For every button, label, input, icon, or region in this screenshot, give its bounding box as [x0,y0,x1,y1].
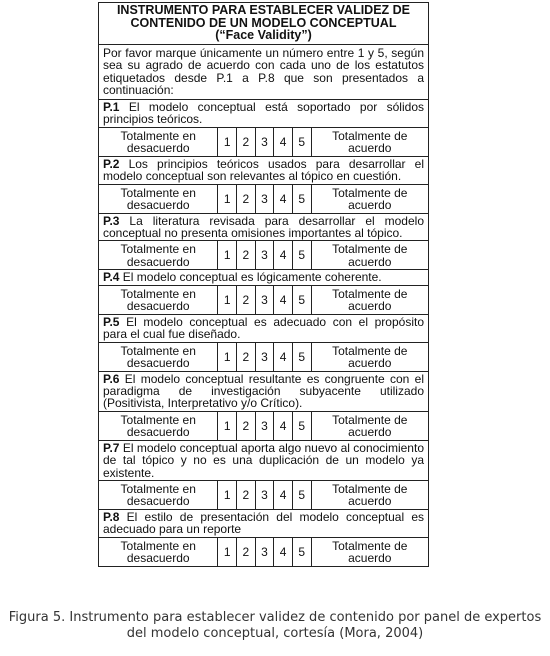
statement-text: El modelo conceptual es lógicamente coherente. [119,270,382,285]
scale-option-4[interactable]: 4 [274,538,293,566]
rating-scale-6 [99,412,428,441]
statement-text: El modelo conceptual está soportado por sólidos principios teóricos. [103,99,424,127]
scale-right-line-1: Totalmente de [332,343,408,358]
scale-left-line-2: desacuerdo [126,198,190,212]
scale-left-line-2: desacuerdo [126,425,190,440]
scale-left-line-2: desacuerdo [126,356,190,371]
scale-option-3[interactable]: 3 [256,185,275,213]
scale-left-label [99,128,218,156]
scale-left-line-1: Totalmente en [120,538,196,553]
statement-code: P.5 [103,314,120,329]
scale-right-line-2: acuerdo [348,299,392,314]
caption-line-1: Figura 5. Instrumento para establecer validez de contenido por panel de expertos [8,610,542,625]
scale-left-label [99,538,218,566]
scale-right-line-1: Totalmente de [332,185,408,200]
scale-option-4[interactable]: 4 [274,481,293,509]
instrument-table [98,2,429,567]
statement-text: Los principios teóricos usados para desarrollar el modelo conceptual son relevantes al tópico en cuestión. [103,156,424,184]
scale-right-line-2: acuerdo [348,551,392,566]
scale-option-5[interactable]: 5 [293,343,312,371]
instructions: Por favor marque únicamente un número entre 1 y 5, según sea su agrado de acuerdo con cada uno de los estatutos etiquetados desde P.1 a P.8 que son presentados a continuación: [99,45,428,100]
scale-right-label [312,538,428,566]
rating-scale-7 [99,481,428,510]
statement-code: P.4 [103,270,120,285]
scale-option-2[interactable]: 2 [237,241,256,269]
statement-code: P.2 [103,156,120,171]
scale-option-4[interactable]: 4 [274,286,293,314]
scale-option-2[interactable]: 2 [237,343,256,371]
scale-left-line-2: desacuerdo [126,494,190,509]
scale-option-3[interactable]: 3 [256,128,275,156]
scale-option-4[interactable]: 4 [274,185,293,213]
scale-right-line-2: acuerdo [348,356,392,371]
scale-left-line-1: Totalmente en [120,481,196,496]
scale-right-label [312,185,428,213]
scale-option-1[interactable]: 1 [218,128,237,156]
scale-option-3[interactable]: 3 [256,241,275,269]
statement-4 [99,270,428,285]
statement-text: El estilo de presentación del modelo conceptual es adecuado para un reporte [103,509,424,537]
scale-option-5[interactable]: 5 [293,241,312,269]
title-line-2: CONTENIDO DE UN MODELO CONCEPTUAL [130,15,397,30]
scale-option-4[interactable]: 4 [274,241,293,269]
statement-text: El modelo conceptual es adecuado con el propósito para el cual fue diseñado. [103,314,424,342]
scale-option-2[interactable]: 2 [237,128,256,156]
scale-right-label [312,412,428,440]
scale-option-2[interactable]: 2 [237,481,256,509]
scale-right-line-2: acuerdo [348,141,392,156]
statement-code: P.7 [103,440,120,455]
scale-option-3[interactable]: 3 [256,412,275,440]
scale-left-line-1: Totalmente en [120,412,196,427]
scale-option-3[interactable]: 3 [256,481,275,509]
statement-2 [99,157,428,185]
scale-option-4[interactable]: 4 [274,128,293,156]
scale-option-2[interactable]: 2 [237,538,256,566]
scale-left-line-1: Totalmente en [120,343,196,358]
scale-option-2[interactable]: 2 [237,185,256,213]
scale-option-3[interactable]: 3 [256,343,275,371]
scale-right-label [312,343,428,371]
instrument-title [99,3,428,45]
statement-1 [99,100,428,128]
scale-right-label [312,241,428,269]
scale-right-line-2: acuerdo [348,425,392,440]
scale-option-1[interactable]: 1 [218,412,237,440]
statement-code: P.3 [103,213,120,228]
scale-left-line-1: Totalmente en [120,242,196,257]
rating-scale-1 [99,128,428,157]
scale-left-label [99,241,218,269]
scale-right-line-2: acuerdo [348,254,392,269]
scale-option-5[interactable]: 5 [293,481,312,509]
scale-left-label [99,286,218,314]
scale-option-5[interactable]: 5 [293,286,312,314]
rating-scale-2 [99,185,428,214]
scale-option-1[interactable]: 1 [218,343,237,371]
scale-right-label [312,128,428,156]
scale-right-line-2: acuerdo [348,494,392,509]
scale-left-line-2: desacuerdo [126,299,190,314]
scale-left-line-1: Totalmente en [120,128,196,143]
scale-left-label [99,481,218,509]
statement-7 [99,441,428,481]
scale-left-line-2: desacuerdo [126,254,190,269]
rating-scale-4 [99,286,428,315]
scale-left-label [99,343,218,371]
statement-text: El modelo conceptual aporta algo nuevo al conocimiento de tal tópico y no es una duplicación de un modelo ya existente. [103,440,424,480]
statement-3 [99,214,428,242]
scale-left-line-1: Totalmente en [120,185,196,200]
scale-right-line-1: Totalmente de [332,286,408,301]
scale-left-line-1: Totalmente en [120,286,196,301]
statement-6 [99,372,428,412]
scale-left-label [99,412,218,440]
scale-option-1[interactable]: 1 [218,185,237,213]
scale-option-1[interactable]: 1 [218,241,237,269]
scale-option-3[interactable]: 3 [256,538,275,566]
scale-option-3[interactable]: 3 [256,286,275,314]
scale-option-1[interactable]: 1 [218,481,237,509]
scale-left-line-2: desacuerdo [126,141,190,156]
scale-option-5[interactable]: 5 [293,412,312,440]
scale-option-2[interactable]: 2 [237,286,256,314]
scale-right-line-1: Totalmente de [332,481,408,496]
statement-8 [99,510,428,538]
statement-code: P.6 [103,371,120,386]
title-line-3: (“Face Validity”) [215,28,312,42]
statement-text: La literatura revisada para desarrollar el modelo conceptual no presenta omisiones importantes al tópico. [103,213,424,240]
caption-line-2: del modelo conceptual, cortesía (Mora, 2004) [126,626,424,641]
rating-scale-8 [99,538,428,566]
scale-option-5[interactable]: 5 [293,538,312,566]
items-list [99,100,428,566]
scale-right-label [312,286,428,314]
statement-text: El modelo conceptual resultante es congruente con el paradigma de investigación subyacente utilizado (Positivista, Interpretativo y/o Crítico). [103,371,424,411]
scale-left-line-2: desacuerdo [126,551,190,566]
scale-option-4[interactable]: 4 [274,412,293,440]
scale-right-line-1: Totalmente de [332,242,408,257]
scale-option-1[interactable]: 1 [218,286,237,314]
statement-code: P.8 [103,509,120,524]
scale-left-label [99,185,218,213]
scale-right-line-1: Totalmente de [332,412,408,427]
scale-option-5[interactable]: 5 [293,128,312,156]
figure-caption [0,610,550,642]
statement-5 [99,315,428,343]
scale-right-label [312,481,428,509]
scale-right-line-2: acuerdo [348,198,392,212]
scale-right-line-1: Totalmente de [332,538,408,553]
scale-option-2[interactable]: 2 [237,412,256,440]
scale-option-1[interactable]: 1 [218,538,237,566]
scale-option-4[interactable]: 4 [274,343,293,371]
rating-scale-3 [99,241,428,270]
title-line-1: INSTRUMENTO PARA ESTABLECER VALIDEZ DE [116,3,411,17]
rating-scale-5 [99,343,428,372]
scale-right-line-1: Totalmente de [332,128,408,143]
scale-option-5[interactable]: 5 [293,185,312,213]
statement-code: P.1 [103,99,120,114]
